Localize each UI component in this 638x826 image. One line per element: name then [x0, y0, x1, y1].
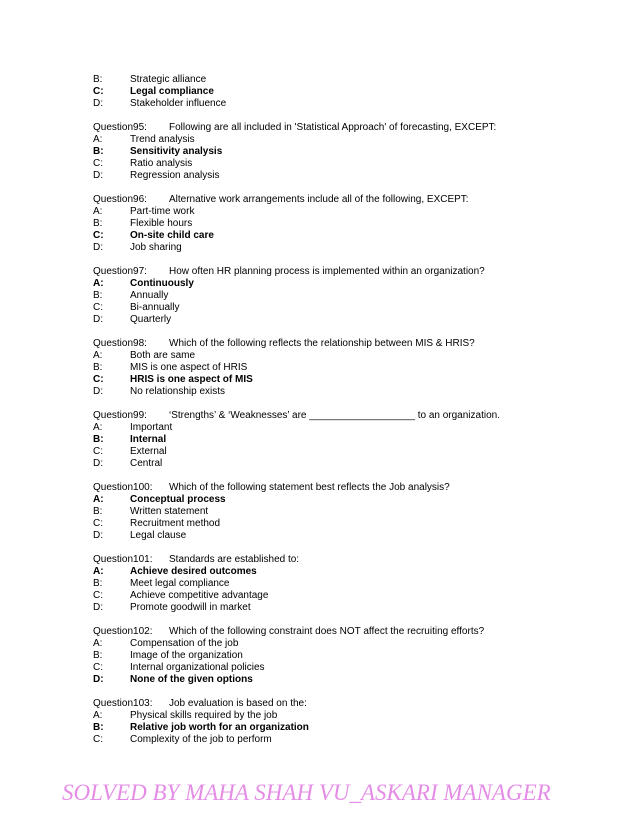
option-row — [93, 458, 613, 470]
footer-watermark: SOLVED BY MAHA SHAH VU_ASKARI MANAGER — [62, 780, 551, 805]
option-text: Stakeholder influence — [130, 98, 227, 109]
option-row-correct — [93, 278, 613, 290]
option-row — [93, 302, 613, 314]
option-text: Trend analysis — [130, 134, 195, 145]
option-label: D: — [93, 530, 103, 541]
option-label: B: — [93, 362, 103, 373]
option-text: Achieve desired outcomes — [130, 566, 257, 577]
question-block — [93, 122, 613, 182]
question-text: Which of the following statement best reflects the Job analysis? — [169, 482, 450, 493]
option-text: Physical skills required by the job — [130, 710, 278, 721]
question-block — [93, 194, 613, 254]
option-text: Quarterly — [130, 314, 172, 325]
option-label: C: — [93, 590, 103, 601]
question-number: Question100: — [93, 482, 153, 493]
question-line — [93, 554, 613, 566]
question-number: Question103: — [93, 698, 153, 709]
option-label: A: — [93, 350, 103, 361]
option-label: B: — [93, 290, 103, 301]
option-text: Job sharing — [130, 242, 182, 253]
option-label: B: — [93, 506, 103, 517]
question-line — [93, 194, 613, 206]
option-text: Part-time work — [130, 206, 195, 217]
option-label: D: — [93, 458, 103, 469]
option-row — [93, 446, 613, 458]
question-block — [93, 698, 613, 746]
question-text: Job evaluation is based on the: — [169, 698, 307, 709]
option-label: C: — [93, 518, 103, 529]
option-label: C: — [93, 86, 104, 97]
option-label: B: — [93, 146, 104, 157]
option-label: B: — [93, 650, 103, 661]
question-text: Which of the following reflects the relationship between MIS & HRIS? — [169, 338, 475, 349]
option-label: B: — [93, 74, 103, 85]
question-number: Question97: — [93, 266, 147, 277]
question-line — [93, 482, 613, 494]
option-row — [93, 590, 613, 602]
option-text: On-site child care — [130, 230, 214, 241]
option-text: Conceptual process — [130, 494, 226, 505]
option-text: External — [130, 446, 167, 457]
option-text: HRIS is one aspect of MIS — [130, 374, 253, 385]
option-text: Regression analysis — [130, 170, 220, 181]
question-text: Standards are established to: — [169, 554, 300, 565]
option-text: Promote goodwill in market — [130, 602, 251, 613]
option-row — [93, 650, 613, 662]
option-text: Continuously — [130, 278, 194, 289]
option-row — [93, 218, 613, 230]
option-label: A: — [93, 638, 103, 649]
option-label: A: — [93, 710, 103, 721]
option-text: Written statement — [130, 506, 209, 517]
option-label: D: — [93, 602, 103, 613]
question-number: Question98: — [93, 338, 147, 349]
option-row — [93, 158, 613, 170]
option-label: A: — [93, 206, 103, 217]
question-text: ‘Strengths’ & ‘Weaknesses’ are ___________________ to an organization. — [169, 410, 500, 421]
option-text: Legal clause — [130, 530, 187, 541]
option-label: B: — [93, 434, 104, 445]
option-label: D: — [93, 170, 103, 181]
option-row — [93, 74, 613, 86]
option-row — [93, 314, 613, 326]
option-row — [93, 206, 613, 218]
option-text: Central — [130, 458, 163, 469]
option-label: A: — [93, 422, 103, 433]
option-label: B: — [93, 722, 104, 733]
option-row — [93, 242, 613, 254]
question-block — [93, 266, 613, 326]
option-label: A: — [93, 278, 104, 289]
option-text: Image of the organization — [130, 650, 243, 661]
option-row-correct — [93, 674, 613, 686]
option-text: Complexity of the job to perform — [130, 734, 272, 745]
question-text: Which of the following constraint does NOT affect the recruiting efforts? — [169, 626, 485, 637]
option-label: C: — [93, 734, 103, 745]
question-line — [93, 338, 613, 350]
question-number: Question99: — [93, 410, 147, 421]
option-row — [93, 578, 613, 590]
option-row-correct — [93, 374, 613, 386]
question-line — [93, 410, 613, 422]
question-text: How often HR planning process is implemented within an organization? — [169, 266, 485, 277]
option-text: Compensation of the job — [130, 638, 239, 649]
option-row-correct — [93, 146, 613, 158]
question-line — [93, 266, 613, 278]
option-row — [93, 290, 613, 302]
option-row — [93, 530, 613, 542]
option-label: D: — [93, 674, 104, 685]
option-row — [93, 638, 613, 650]
option-label: A: — [93, 494, 104, 505]
option-label: A: — [93, 566, 104, 577]
option-text: No relationship exists — [130, 386, 226, 397]
option-row — [93, 98, 613, 110]
option-label: C: — [93, 302, 103, 313]
option-label: D: — [93, 314, 103, 325]
option-text: Strategic alliance — [130, 74, 207, 85]
option-label: D: — [93, 242, 103, 253]
question-block — [93, 410, 613, 470]
option-label: C: — [93, 230, 104, 241]
option-row-correct — [93, 722, 613, 734]
option-text: Meet legal compliance — [130, 578, 230, 589]
question-number: Question102: — [93, 626, 153, 637]
question-block — [93, 626, 613, 686]
option-row — [93, 362, 613, 374]
question-text: Alternative work arrangements include all of the following, EXCEPT: — [169, 194, 469, 205]
option-label: D: — [93, 386, 103, 397]
option-label: C: — [93, 158, 103, 169]
question-block — [93, 482, 613, 542]
option-label: C: — [93, 374, 104, 385]
question-line — [93, 122, 613, 134]
option-row — [93, 662, 613, 674]
option-text: Both are same — [130, 350, 196, 361]
question-line — [93, 626, 613, 638]
question-text: Following are all included in 'Statistical Approach' of forecasting, EXCEPT: — [169, 122, 497, 133]
question-number: Question95: — [93, 122, 147, 133]
option-row — [93, 386, 613, 398]
option-label: D: — [93, 98, 103, 109]
previous-question-options — [93, 74, 613, 110]
question-number: Question96: — [93, 194, 147, 205]
option-row — [93, 422, 613, 434]
option-label: A: — [93, 134, 103, 145]
option-label: C: — [93, 662, 103, 673]
option-row — [93, 134, 613, 146]
option-text: Sensitivity analysis — [130, 146, 223, 157]
question-block — [93, 554, 613, 614]
option-row-correct — [93, 230, 613, 242]
option-text: Relative job worth for an organization — [130, 722, 309, 733]
option-row — [93, 518, 613, 530]
option-row — [93, 170, 613, 182]
option-row — [93, 710, 613, 722]
option-row — [93, 734, 613, 746]
option-text: None of the given options — [130, 674, 253, 685]
option-row — [93, 506, 613, 518]
option-text: Achieve competitive advantage — [130, 590, 269, 601]
option-text: Important — [130, 422, 173, 433]
option-row-correct — [93, 86, 613, 98]
question-line — [93, 698, 613, 710]
option-row — [93, 602, 613, 614]
question-number: Question101: — [93, 554, 153, 565]
document-body — [93, 74, 613, 746]
option-label: B: — [93, 578, 103, 589]
option-text: Recruitment method — [130, 518, 221, 529]
option-label: B: — [93, 218, 103, 229]
option-text: Flexible hours — [130, 218, 193, 229]
option-text: Legal compliance — [130, 86, 214, 97]
option-text: Annually — [130, 290, 169, 301]
option-row-correct — [93, 434, 613, 446]
option-text: Bi-annually — [130, 302, 180, 313]
option-row-correct — [93, 566, 613, 578]
option-text: MIS is one aspect of HRIS — [130, 362, 248, 373]
option-text: Internal organizational policies — [130, 662, 265, 673]
question-block — [93, 338, 613, 398]
option-row-correct — [93, 494, 613, 506]
option-row — [93, 350, 613, 362]
option-text: Ratio analysis — [130, 158, 193, 169]
option-label: C: — [93, 446, 103, 457]
option-text: Internal — [130, 434, 167, 445]
